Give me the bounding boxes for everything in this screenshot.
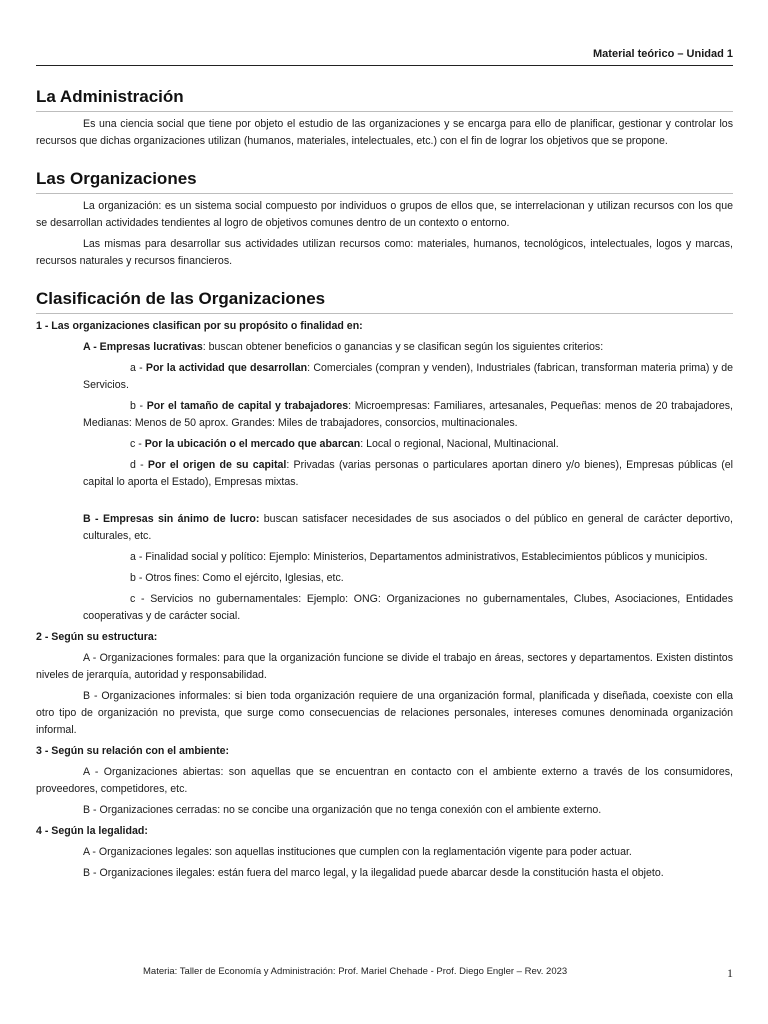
list-item	[36, 436, 733, 453]
item-text: : Comerciales (compran y venden), Industriales (fabrican, transforman materia prima) y de Servicios.	[83, 362, 733, 391]
item-text: : buscan obtener beneficios o ganancias y se clasifican según los siguientes criterios:	[202, 341, 604, 353]
list-item: c - Servicios no gubernamentales: Ejemplo: ONG: Organizaciones no gubernamentales, Clubes, Asociaciones, Entidades cooperativas y de carácter social.	[83, 593, 733, 622]
list-item: B - Organizaciones cerradas: no se concibe una organización que no tenga conexión con el ambiente externo.	[83, 804, 602, 816]
list-item	[36, 398, 733, 432]
item-label: Por la ubicación o el mercado que abarcan	[144, 438, 361, 450]
paragraph: La organización: es un sistema social compuesto por individuos o grupos de ellos que, se interrelacionan y utilizan recursos con los que se desarrollan actividades tendientes al logro de objetivos comunes dentro de un contexto o entorno.	[36, 200, 733, 229]
paragraph: Es una ciencia social que tiene por objeto el estudio de las organizaciones y se encarga para ello de planificar, gestionar y controlar los recursos que dichas organizaciones utilizan (humanos, materiales, intelectuales, etc.) con el fin de lograr los objetivos que se propone.	[36, 118, 733, 147]
list-item	[36, 360, 733, 394]
list-item: B - Organizaciones ilegales: están fuera del marco legal, y la ilegalidad puede abarcar desde la constitución hasta el objeto.	[83, 867, 664, 879]
item-prefix: a -	[130, 362, 146, 374]
list-item	[36, 339, 733, 356]
item-text: : Microempresas: Familiares, artesanales, Pequeñas: menos de 20 trabajadores, Medianas: Menos de 50 aprox. Grandes: Miles de trabajadores, consorcios, multinacionales.	[83, 400, 733, 429]
item-label: B - Empresas sin ánimo de lucro:	[83, 513, 260, 525]
criterion-heading: 2 - Según su estructura:	[36, 631, 158, 643]
header-rule	[36, 65, 733, 66]
criterion-heading: 3 - Según su relación con el ambiente:	[36, 745, 230, 757]
item-prefix: d -	[130, 459, 148, 471]
item-text: buscan satisfacer necesidades de sus asociados o del público en general de carácter deportivo, culturales, etc.	[83, 513, 733, 542]
section-title-clasificacion: Clasificación de las Organizaciones	[36, 288, 733, 314]
list-item: a - Finalidad social y político: Ejemplo: Ministerios, Departamentos administrativos, Establecimientos públicos y municipios.	[130, 551, 708, 563]
item-label: A - Empresas lucrativas	[83, 341, 203, 353]
list-item: B - Organizaciones informales: si bien toda organización requiere de una organización formal, planificada y diseñada, coexiste con ella otro tipo de organización no prevista, que surge como consecuencias de relaciones personales, intereses comunes denominada organización informal.	[36, 690, 733, 736]
list-item: b - Otros fines: Como el ejército, Iglesias, etc.	[130, 572, 344, 584]
section-title-organizaciones: Las Organizaciones	[36, 168, 733, 194]
item-label: Por la actividad que desarrollan	[145, 362, 308, 374]
list-item	[36, 457, 733, 491]
criterion-heading: 1 - Las organizaciones clasifican por su propósito o finalidad en:	[36, 320, 363, 332]
item-text: : Privadas (varias personas o particulares aportan dinero y/o bienes), Empresas públicas (el capital lo aporta el Estado), Empresas mixtas.	[83, 459, 733, 488]
list-item: A - Organizaciones legales: son aquellas instituciones que cumplen con la reglamentación vigente para poder actuar.	[83, 846, 632, 858]
page-number: 1	[727, 966, 733, 980]
list-item	[36, 511, 733, 545]
document-body	[36, 86, 733, 886]
footer-text: Materia: Taller de Economía y Administración: Prof. Mariel Chehade - Prof. Diego Engler – Rev. 2023	[143, 966, 568, 977]
item-prefix: b -	[130, 400, 147, 412]
list-item: A - Organizaciones formales: para que la organización funcione se divide el trabajo en áreas, sectores y departamentos. Existen distintos niveles de jerarquía, autoridad y responsabilidad.	[36, 652, 733, 681]
page-header: Material teórico – Unidad 1	[593, 48, 733, 60]
item-label: Por el origen de su capital	[147, 459, 287, 471]
item-prefix: c -	[130, 438, 145, 450]
section-title-administracion: La Administración	[36, 86, 733, 112]
item-text: : Local o regional, Nacional, Multinacional.	[360, 438, 559, 450]
paragraph: Las mismas para desarrollar sus actividades utilizan recursos como: materiales, humanos, tecnológicos, intelectuales, logos y marcas, recursos naturales y recursos financieros.	[36, 238, 733, 267]
criterion-heading: 4 - Según la legalidad:	[36, 825, 148, 837]
item-label: Por el tamaño de capital y trabajadores	[146, 400, 349, 412]
list-item: A - Organizaciones abiertas: son aquellas que se encuentran en contacto con el ambiente externo a través de los consumidores, proveedores, competidores, etc.	[36, 766, 733, 795]
